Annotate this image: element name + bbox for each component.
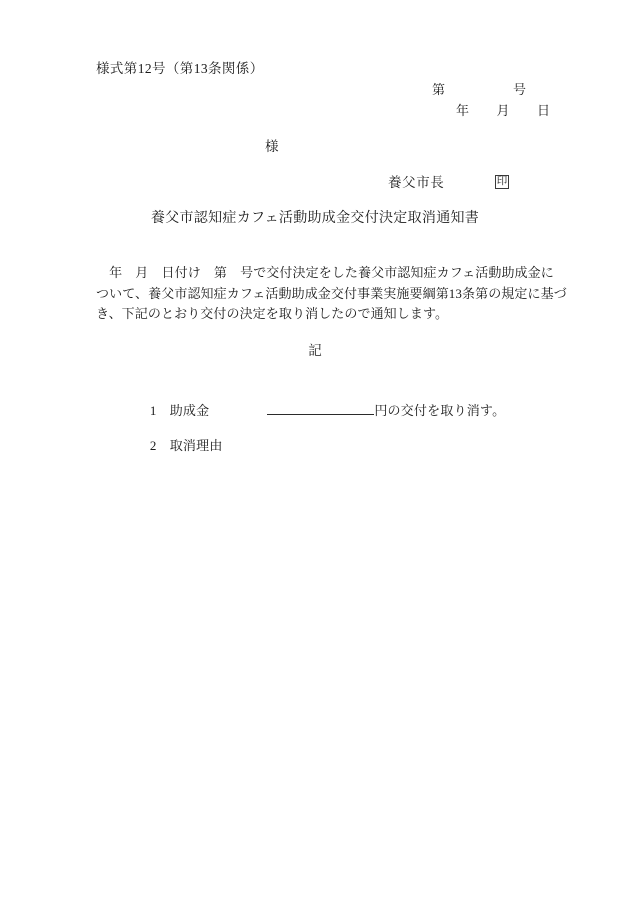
item-suffix: 円の交付を取り消す。 [374,403,506,418]
grant-amount-blank[interactable] [267,402,374,415]
seal-stamp-box: 印 [496,176,508,187]
item-label: 取消理由 [169,438,223,453]
form-number: 様式第12号（第13条関係） [96,61,264,76]
addressee-honorific: 様 [265,139,279,154]
body-line-3: き、下記のとおり交付の決定を取り消したので通知します。 [96,306,449,321]
item-label: 助成金 [169,403,210,418]
ki-marker: 記 [308,343,322,358]
document-date-field: 年 月 日 [456,103,551,118]
item-number: 2 [149,438,157,453]
item-number: 1 [149,403,157,418]
list-item [136,419,223,470]
document-title: 養父市認知症カフェ活動助成金交付決定取消通知書 [150,211,480,226]
document-number-field: 第 号 [432,82,527,97]
body-paragraph [96,263,567,325]
body-line-2: ついて、養父市認知症カフェ活動助成金交付事業実施要綱第13条第の規定に基づ [96,285,567,301]
issuer-name: 養父市長 [388,175,445,190]
body-line-1: 年 月 日付け 第 号で交付決定をした養父市認知症カフェ活動助成金に [96,265,554,280]
